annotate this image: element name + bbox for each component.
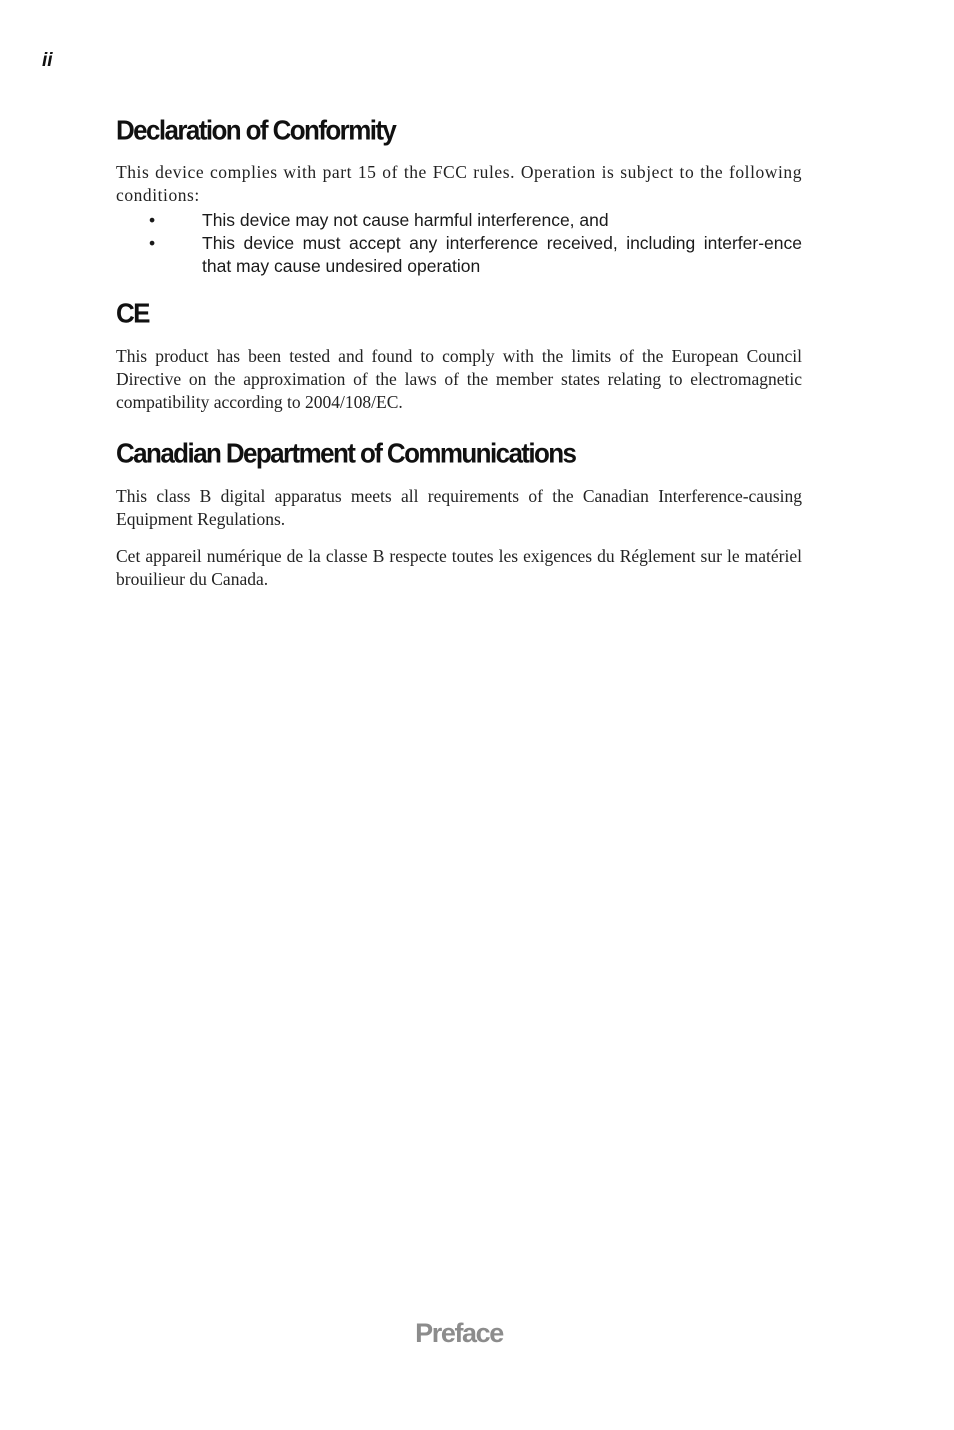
footer-title: Preface (415, 1318, 503, 1348)
ce-paragraph: This product has been tested and found to comply with the limits of the European Council Directive on the approximation of the laws of the member states relating to electromagnetic compatibility according to 2004/108/EC. (116, 346, 802, 412)
section-title: CE (116, 297, 149, 329)
section-title: Declaration of Conformity (116, 114, 396, 146)
list-item (116, 209, 802, 232)
list-item (116, 232, 802, 278)
fcc-conditions-list (116, 209, 802, 278)
bullet-icon: • (149, 233, 156, 253)
section-ce (116, 293, 802, 414)
section-title: Canadian Department of Communications (116, 437, 576, 469)
list-item-text: This device must accept any interference received, including interfer-ence that may cause undesired operation (202, 233, 802, 276)
document-body (116, 110, 802, 591)
canada-english-paragraph: This class B digital apparatus meets all requirements of the Canadian Interference-causing Equipment Regulations. (116, 486, 802, 529)
list-item-text: This device may not cause harmful interference, and (202, 210, 609, 230)
bullet-icon: • (149, 210, 156, 230)
canada-french-paragraph: Cet appareil numérique de la classe B respecte toutes les exigences du Réglement sur le matériel brouilieur du Canada. (116, 546, 802, 589)
page-number: ii (42, 50, 53, 71)
section-declaration-of-conformity (116, 110, 802, 278)
section-canadian-department-of-communications (116, 433, 802, 591)
fcc-intro-paragraph: This device complies with part 15 of the FCC rules. Operation is subject to the following conditions: (116, 162, 802, 205)
